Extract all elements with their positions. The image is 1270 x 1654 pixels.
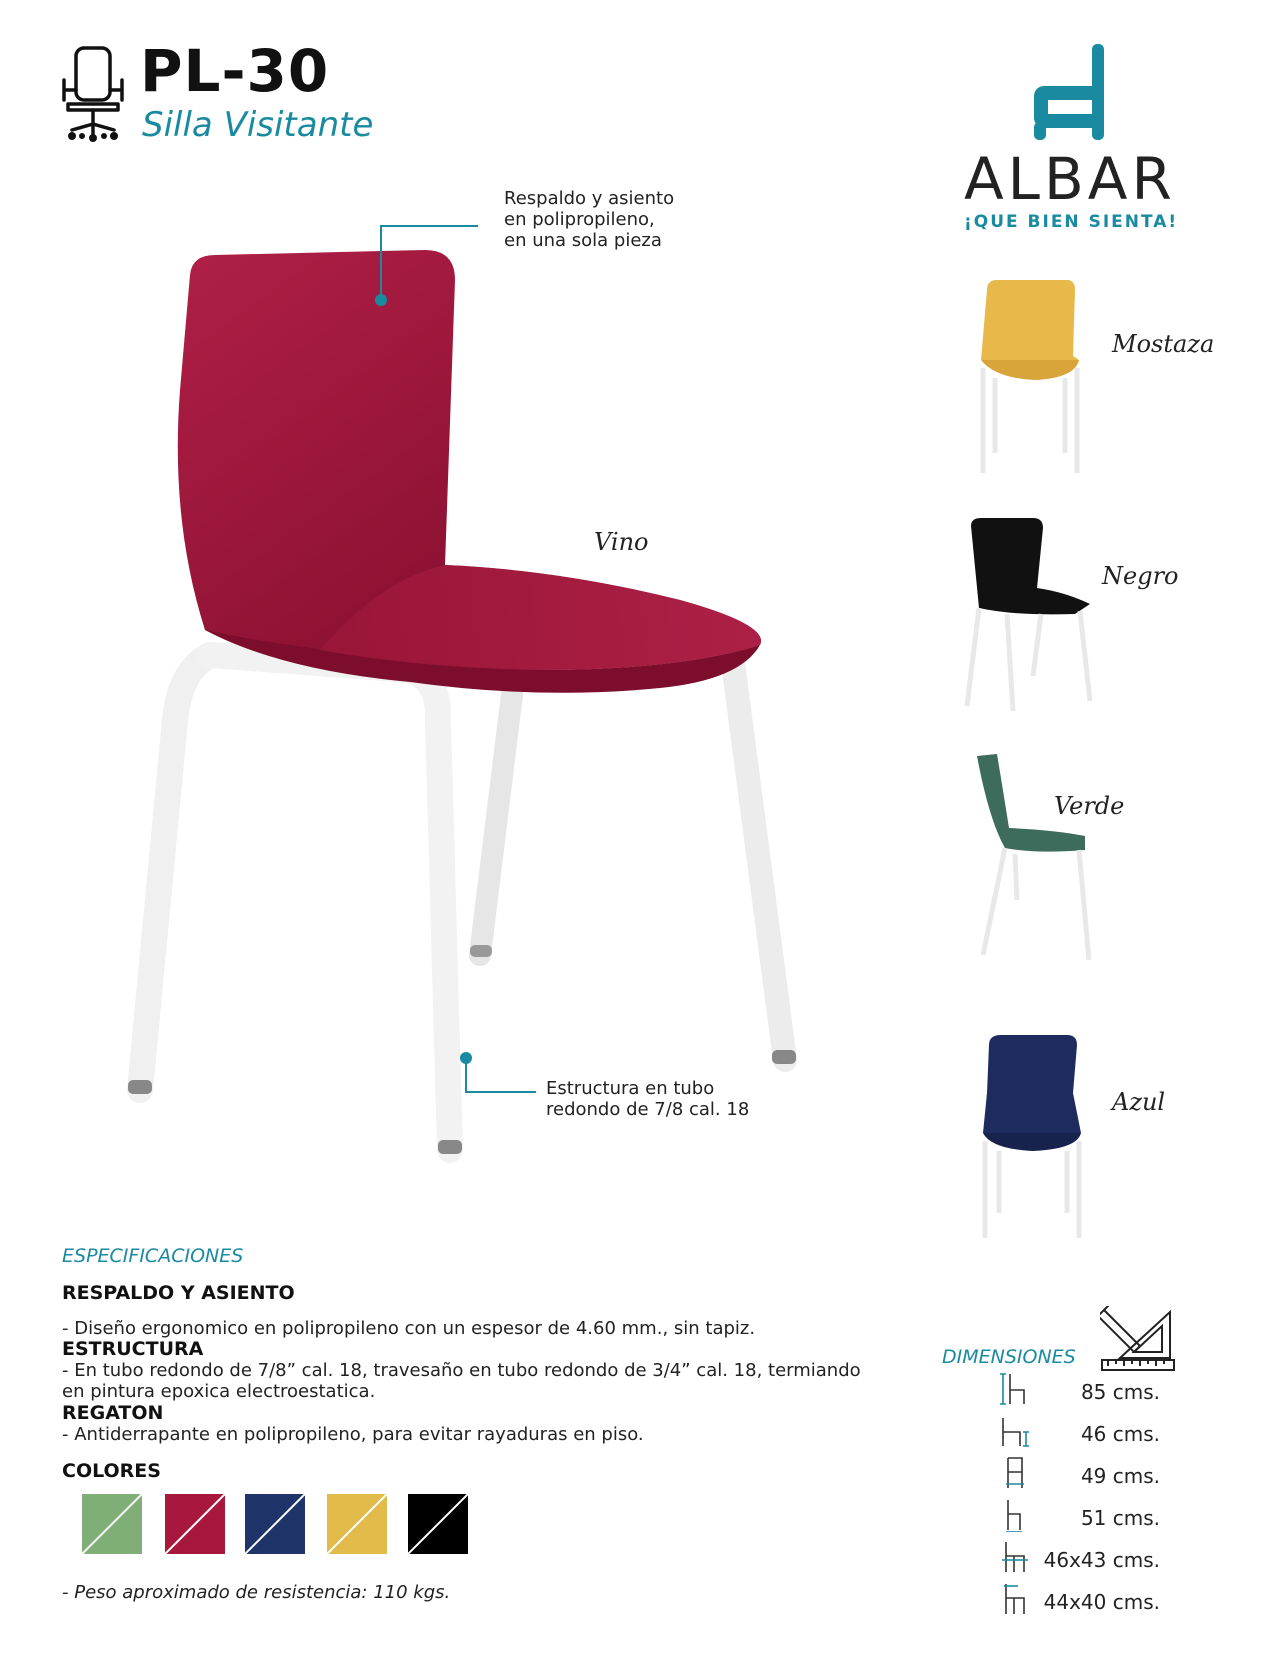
model-title: PL-30 bbox=[140, 37, 330, 105]
swatch-mostaza bbox=[327, 1494, 387, 1554]
variant-chair-verde bbox=[975, 750, 1105, 970]
brand-slogan: ¡QUE BIEN SIENTA! bbox=[964, 212, 1179, 232]
variant-label-mostaza: Mostaza bbox=[1112, 330, 1215, 358]
office-chair-icon bbox=[58, 44, 128, 144]
structure-callout-text: Estructura en tubo redondo de 7/8 cal. 18 bbox=[546, 1078, 750, 1120]
variant-label-azul: Azul bbox=[1112, 1088, 1166, 1116]
colores-heading: COLORES bbox=[62, 1460, 161, 1482]
variant-label-negro: Negro bbox=[1102, 562, 1179, 590]
seat-callout-text: Respaldo y asiento en polipropileno, en una sola pieza bbox=[504, 188, 675, 251]
variant-chair-negro bbox=[955, 516, 1105, 716]
swatch-azul bbox=[245, 1494, 305, 1554]
swatch-negro bbox=[408, 1494, 468, 1554]
dimension-value-seat-height: 46 cms. bbox=[1080, 1422, 1160, 1446]
dimension-value-total-height: 85 cms. bbox=[1080, 1380, 1160, 1404]
dimension-value-depth: 51 cms. bbox=[1080, 1506, 1160, 1530]
regaton-text: - Antiderrapante en polipropileno, para evitar rayaduras en piso. bbox=[62, 1424, 644, 1445]
structure-callout-line bbox=[458, 1050, 538, 1110]
model-subtitle: Silla Visitante bbox=[142, 105, 374, 145]
weight-note: - Peso aproximado de resistencia: 110 kgs. bbox=[62, 1582, 451, 1603]
dimensions-title: DIMENSIONES bbox=[942, 1346, 1076, 1368]
swatch-verde bbox=[82, 1494, 142, 1554]
specs-section-title: ESPECIFICACIONES bbox=[62, 1245, 244, 1267]
respaldo-heading: RESPALDO Y ASIENTO bbox=[62, 1282, 295, 1304]
albar-logo-icon bbox=[1030, 42, 1110, 142]
seat-callout-line bbox=[360, 218, 510, 323]
main-color-label: Vino bbox=[594, 528, 649, 556]
estructura-heading: ESTRUCTURA bbox=[62, 1338, 204, 1360]
dimension-value-backrest-size: 44x40 cms. bbox=[1043, 1590, 1160, 1614]
respaldo-text: - Diseño ergonomico en polipropileno con un espesor de 4.60 mm., sin tapiz. bbox=[62, 1318, 756, 1339]
variant-label-verde: Verde bbox=[1054, 792, 1125, 820]
swatch-vino bbox=[165, 1494, 225, 1554]
brand-name: ALBAR bbox=[964, 145, 1176, 213]
estructura-text-1: - En tubo redondo de 7/8” cal. 18, travesaño en tubo redondo de 3/4” cal. 18, termiando bbox=[62, 1360, 861, 1381]
dimension-value-seat-size: 46x43 cms. bbox=[1043, 1548, 1160, 1572]
measuring-tools-icon bbox=[1100, 1306, 1176, 1372]
estructura-text-2: en pintura epoxica electroestatica. bbox=[62, 1381, 376, 1402]
variant-chair-azul bbox=[975, 1033, 1105, 1243]
dimension-value-width: 49 cms. bbox=[1080, 1464, 1160, 1488]
variant-chair-mostaza bbox=[975, 278, 1085, 478]
regaton-heading: REGATON bbox=[62, 1402, 164, 1424]
